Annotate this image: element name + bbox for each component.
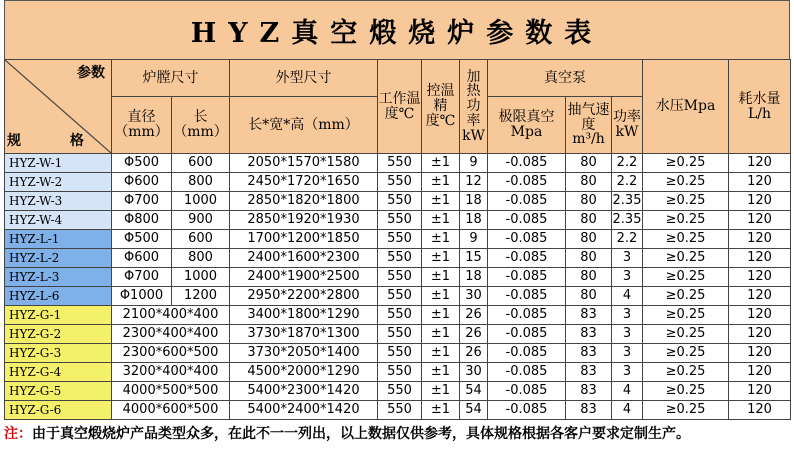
outer-size-header: 外型尺寸 <box>230 60 378 97</box>
cell-speed: 80 <box>566 211 612 230</box>
corner-header-cell <box>5 60 112 154</box>
cell-outer: 2400*1900*2500 <box>230 268 378 287</box>
cell-power: 26 <box>460 344 488 363</box>
cell-chamber: 2100*400*400 <box>112 306 230 325</box>
cell-temp: 550 <box>378 401 422 420</box>
cell-use: 120 <box>729 154 791 173</box>
cell-prec: ±1 <box>422 325 460 344</box>
cell-outer: 1700*1200*1850 <box>230 230 378 249</box>
cell-water: ≥0.25 <box>643 249 729 268</box>
cell-water: ≥0.25 <box>643 306 729 325</box>
cell-power: 9 <box>460 154 488 173</box>
vacuum-pump-header: 真空泵 <box>488 60 643 97</box>
cell-vac: -0.085 <box>488 363 566 382</box>
cell-diameter: Φ700 <box>112 268 172 287</box>
cell-length: 1000 <box>172 268 230 287</box>
diameter-header: 直径（mm） <box>112 97 172 154</box>
cell-outer: 5400*2300*1420 <box>230 382 378 401</box>
cell-speed: 83 <box>566 363 612 382</box>
pump-speed-header: 抽气速度m³/h <box>566 97 612 154</box>
cell-speed: 80 <box>566 268 612 287</box>
cell-water: ≥0.25 <box>643 401 729 420</box>
cell-water: ≥0.25 <box>643 173 729 192</box>
cell-model: HYZ-W-3 <box>5 192 112 211</box>
cell-prec: ±1 <box>422 211 460 230</box>
cell-use: 120 <box>729 382 791 401</box>
cell-temp: 550 <box>378 211 422 230</box>
cell-ppower: 2.35 <box>612 211 643 230</box>
cell-power: 54 <box>460 382 488 401</box>
cell-use: 120 <box>729 363 791 382</box>
cell-chamber: 3200*400*400 <box>112 363 230 382</box>
cell-vac: -0.085 <box>488 268 566 287</box>
cell-model: HYZ-W-2 <box>5 173 112 192</box>
cell-water: ≥0.25 <box>643 325 729 344</box>
cell-prec: ±1 <box>422 363 460 382</box>
cell-model: HYZ-L-3 <box>5 268 112 287</box>
table-row <box>5 287 791 306</box>
cell-ppower: 3 <box>612 249 643 268</box>
footnote <box>4 424 790 444</box>
cell-temp: 550 <box>378 325 422 344</box>
cell-use: 120 <box>729 325 791 344</box>
cell-prec: ±1 <box>422 306 460 325</box>
cell-vac: -0.085 <box>488 325 566 344</box>
cell-ppower: 4 <box>612 401 643 420</box>
cell-diameter: Φ1000 <box>112 287 172 306</box>
cell-length: 600 <box>172 230 230 249</box>
cell-chamber: 2300*400*400 <box>112 325 230 344</box>
cell-speed: 80 <box>566 173 612 192</box>
table-row <box>5 173 791 192</box>
table-row <box>5 230 791 249</box>
cell-water: ≥0.25 <box>643 192 729 211</box>
cell-prec: ±1 <box>422 154 460 173</box>
cell-water: ≥0.25 <box>643 344 729 363</box>
cell-water: ≥0.25 <box>643 154 729 173</box>
cell-water: ≥0.25 <box>643 211 729 230</box>
cell-speed: 80 <box>566 249 612 268</box>
cell-temp: 550 <box>378 230 422 249</box>
cell-model: HYZ-L-6 <box>5 287 112 306</box>
cell-outer: 3400*1800*1290 <box>230 306 378 325</box>
cell-use: 120 <box>729 211 791 230</box>
chamber-size-header: 炉膛尺寸 <box>112 60 230 97</box>
table-row <box>5 382 791 401</box>
cell-temp: 550 <box>378 249 422 268</box>
table-row <box>5 325 791 344</box>
cell-prec: ±1 <box>422 249 460 268</box>
cell-water: ≥0.25 <box>643 230 729 249</box>
cell-power: 12 <box>460 173 488 192</box>
cell-diameter: Φ700 <box>112 192 172 211</box>
cell-vac: -0.085 <box>488 249 566 268</box>
cell-model: HYZ-G-4 <box>5 363 112 382</box>
length-header: 长（mm） <box>172 97 230 154</box>
cell-temp: 550 <box>378 192 422 211</box>
cell-model: HYZ-G-6 <box>5 401 112 420</box>
cell-speed: 83 <box>566 382 612 401</box>
cell-diameter: Φ500 <box>112 154 172 173</box>
cell-speed: 83 <box>566 401 612 420</box>
cell-prec: ±1 <box>422 230 460 249</box>
cell-speed: 80 <box>566 287 612 306</box>
cell-use: 120 <box>729 249 791 268</box>
cell-vac: -0.085 <box>488 154 566 173</box>
spec-table <box>4 59 791 420</box>
cell-speed: 80 <box>566 192 612 211</box>
cell-speed: 83 <box>566 325 612 344</box>
cell-diameter: Φ500 <box>112 230 172 249</box>
cell-outer: 2850*1820*1800 <box>230 192 378 211</box>
cell-power: 30 <box>460 363 488 382</box>
cell-water: ≥0.25 <box>643 382 729 401</box>
pump-power-header: 功率kW <box>612 97 643 154</box>
cell-model: HYZ-L-2 <box>5 249 112 268</box>
cell-ppower: 2.2 <box>612 173 643 192</box>
cell-vac: -0.085 <box>488 173 566 192</box>
table-row <box>5 154 791 173</box>
corner-top-label: 参数 <box>77 65 105 81</box>
cell-use: 120 <box>729 173 791 192</box>
work-temp-header: 工作温度℃ <box>378 60 422 154</box>
cell-chamber: 2300*600*500 <box>112 344 230 363</box>
cell-outer: 2850*1920*1930 <box>230 211 378 230</box>
cell-temp: 550 <box>378 306 422 325</box>
cell-vac: -0.085 <box>488 192 566 211</box>
cell-power: 18 <box>460 211 488 230</box>
cell-ppower: 3 <box>612 268 643 287</box>
cell-outer: 3730*1870*1300 <box>230 325 378 344</box>
cell-prec: ±1 <box>422 268 460 287</box>
table-row <box>5 344 791 363</box>
cell-ppower: 3 <box>612 306 643 325</box>
page-title: HYZ真空煅烧炉参数表 <box>4 0 790 59</box>
cell-temp: 550 <box>378 268 422 287</box>
cell-diameter: Φ800 <box>112 211 172 230</box>
cell-power: 54 <box>460 401 488 420</box>
cell-ppower: 3 <box>612 344 643 363</box>
cell-power: 15 <box>460 249 488 268</box>
cell-vac: -0.085 <box>488 287 566 306</box>
cell-length: 800 <box>172 173 230 192</box>
spec-sheet <box>4 0 790 420</box>
cell-outer: 4500*2000*1290 <box>230 363 378 382</box>
cell-power: 26 <box>460 325 488 344</box>
corner-bottom-label: 规 格 <box>7 133 106 150</box>
cell-power: 26 <box>460 306 488 325</box>
cell-temp: 550 <box>378 382 422 401</box>
cell-prec: ±1 <box>422 192 460 211</box>
cell-use: 120 <box>729 230 791 249</box>
outer-size-sub-header: 长*宽*高（mm） <box>230 97 378 154</box>
cell-use: 120 <box>729 401 791 420</box>
cell-diameter: Φ600 <box>112 173 172 192</box>
cell-speed: 80 <box>566 230 612 249</box>
cell-outer: 2950*2200*2800 <box>230 287 378 306</box>
cell-model: HYZ-G-2 <box>5 325 112 344</box>
cell-temp: 550 <box>378 344 422 363</box>
cell-power: 9 <box>460 230 488 249</box>
cell-model: HYZ-W-1 <box>5 154 112 173</box>
cell-model: HYZ-W-4 <box>5 211 112 230</box>
cell-length: 600 <box>172 154 230 173</box>
cell-water: ≥0.25 <box>643 363 729 382</box>
table-row <box>5 211 791 230</box>
cell-outer: 2450*1720*1650 <box>230 173 378 192</box>
cell-length: 900 <box>172 211 230 230</box>
table-row <box>5 268 791 287</box>
water-use-header: 耗水量L/h <box>729 60 791 154</box>
cell-use: 120 <box>729 306 791 325</box>
cell-vac: -0.085 <box>488 306 566 325</box>
cell-length: 800 <box>172 249 230 268</box>
cell-ppower: 3 <box>612 325 643 344</box>
cell-water: ≥0.25 <box>643 268 729 287</box>
cell-power: 30 <box>460 287 488 306</box>
cell-length: 1200 <box>172 287 230 306</box>
cell-power: 18 <box>460 268 488 287</box>
cell-speed: 83 <box>566 344 612 363</box>
cell-prec: ±1 <box>422 401 460 420</box>
cell-chamber: 4000*600*500 <box>112 401 230 420</box>
cell-vac: -0.085 <box>488 230 566 249</box>
cell-temp: 550 <box>378 287 422 306</box>
cell-model: HYZ-G-3 <box>5 344 112 363</box>
table-row <box>5 192 791 211</box>
cell-prec: ±1 <box>422 173 460 192</box>
cell-temp: 550 <box>378 173 422 192</box>
cell-model: HYZ-G-5 <box>5 382 112 401</box>
cell-diameter: Φ600 <box>112 249 172 268</box>
cell-outer: 5400*2400*1420 <box>230 401 378 420</box>
cell-outer: 2050*1570*1580 <box>230 154 378 173</box>
cell-use: 120 <box>729 287 791 306</box>
cell-outer: 3730*2050*1400 <box>230 344 378 363</box>
cell-ppower: 3 <box>612 363 643 382</box>
ultimate-vacuum-header: 极限真空Mpa <box>488 97 566 154</box>
cell-prec: ±1 <box>422 287 460 306</box>
cell-vac: -0.085 <box>488 401 566 420</box>
cell-use: 120 <box>729 344 791 363</box>
cell-ppower: 2.2 <box>612 230 643 249</box>
cell-prec: ±1 <box>422 344 460 363</box>
cell-speed: 80 <box>566 154 612 173</box>
cell-ppower: 2.2 <box>612 154 643 173</box>
cell-vac: -0.085 <box>488 211 566 230</box>
cell-speed: 83 <box>566 306 612 325</box>
table-row <box>5 249 791 268</box>
heating-power-header: 加热功率kW <box>460 60 488 154</box>
cell-vac: -0.085 <box>488 344 566 363</box>
cell-ppower: 2.35 <box>612 192 643 211</box>
cell-outer: 2400*1600*2300 <box>230 249 378 268</box>
cell-prec: ±1 <box>422 382 460 401</box>
footnote-lead: 注： <box>4 426 32 442</box>
cell-temp: 550 <box>378 154 422 173</box>
temp-precision-header: 控温精度℃ <box>422 60 460 154</box>
cell-use: 120 <box>729 192 791 211</box>
cell-power: 18 <box>460 192 488 211</box>
cell-ppower: 4 <box>612 382 643 401</box>
cell-temp: 550 <box>378 363 422 382</box>
cell-chamber: 4000*500*500 <box>112 382 230 401</box>
table-row <box>5 306 791 325</box>
water-pressure-header: 水压Mpa <box>643 60 729 154</box>
cell-length: 1000 <box>172 192 230 211</box>
table-row <box>5 363 791 382</box>
table-row <box>5 401 791 420</box>
footnote-text: 由于真空煅烧炉产品类型众多，在此不一一列出，以上数据仅供参考，具体规格根据各客户要求定制生产。 <box>32 426 690 442</box>
cell-ppower: 4 <box>612 287 643 306</box>
cell-model: HYZ-L-1 <box>5 230 112 249</box>
cell-use: 120 <box>729 268 791 287</box>
cell-vac: -0.085 <box>488 382 566 401</box>
cell-water: ≥0.25 <box>643 287 729 306</box>
cell-model: HYZ-G-1 <box>5 306 112 325</box>
